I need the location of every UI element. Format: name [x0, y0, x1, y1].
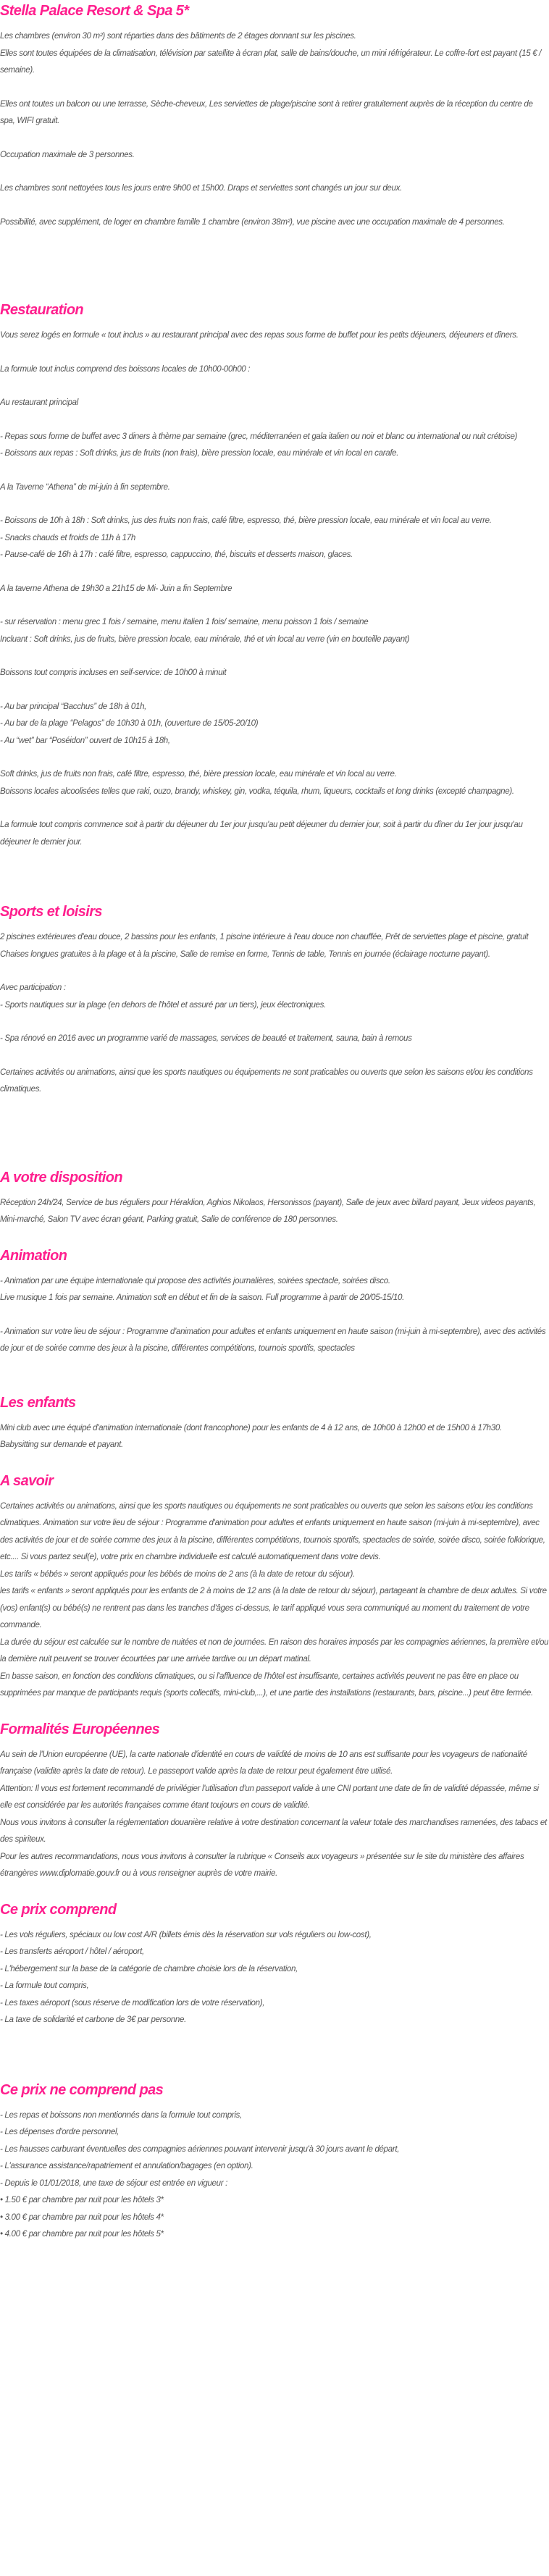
- section-title-formalites: Formalités Européennes: [0, 1721, 160, 1737]
- restauration-intro: Vous serez logés en formule « tout inclus » au restaurant principal avec des repas sous forme de buffet pour les petits déjeuners, déjeuners et dîners.: [0, 330, 519, 340]
- section-disposition: [0, 1167, 549, 1228]
- cleaning-paragraph: Les chambres sont nettoyées tous les jours entre 9h00 et 15h00. Draps et serviettes sont changés un jour sur deux.: [0, 183, 402, 193]
- restauration-drinks-hours: La formule tout inclus comprend des boissons locales de 10h00-00h00 :: [0, 364, 251, 374]
- restauration-taverne-athena: A la Taverne “Athena” de mi-juin à fin septembre.: [0, 482, 170, 492]
- enfants-miniclub: Mini club avec une équipé d'animation internationale (dont francophone) pour les enfants de 4 à 12 ans, de 10h00 à 12h00 et de 15h00 à 17h30. Babysitting sur demande et payant.: [0, 1422, 502, 1449]
- section-animation: [0, 1245, 549, 1357]
- section-title-disposition: A votre disposition: [0, 1169, 122, 1186]
- restauration-reservation-menus: - sur réservation : menu grec 1 fois / semaine, menu italien 1 fois/ semaine, menu poisson 1 fois / semaine Incluant : Soft drinks, jus de fruits, bière pression locale, eau minérale, thé et vin local au verre (vin en bouteille payant): [0, 617, 410, 644]
- section-title-sports: Sports et loisirs: [0, 904, 102, 920]
- restauration-formula-period: La formule tout compris commence soit à partir du déjeuner du 1er jour jusqu'au petit déjeuner du dernier jour, soit à partir du dîner du 1er jour jusqu'au déjeuner le dernier jour.: [0, 820, 523, 847]
- restauration-bars-list: - Au bar principal “Bacchus” de 18h à 01h, - Au bar de la plage “Pelagos” de 10h30 à 01h, (ouverture de 15/05-20/10) - Au “wet” bar “Poséidon” ouvert de 10h15 à 18h,: [0, 701, 259, 745]
- animation-team: - Animation par une équipe internationale qui propose des activités journalières, soirées spectacle, soirées disco. Live musique 1 fois par semaine. Animation soft en début et fin de la saison. Full programme à partir de 20/05-15/10.: [0, 1275, 404, 1302]
- formalites-details: Au sein de l'Union européenne (UE), la carte nationale d'identité en cours de validité de moins de 10 ans est suffisante pour les voyageurs de nationalité française (validite après la date de retour). Le passeport valide après la date de retour peut également être utilisé. Attention: Il vous est fortement recommandé de privilégier l'utilisation d'un passeport valide à une CNI portant une date de fin de validité dépassée, même si elle est considérée par les autorités françaises comme étant toujours en cours de validité. Nous vous invitons à consulter la réglementation douanière relative à votre destination concernant la valeur totale des marchandises ramenées, des tabacs et des spiriteux. Pour les autres recommandations, nous vous invitons à consulter la rubrique « Conseils aux voyageurs » présentée sur le site du ministère des affaires étrangères www.diplomatie.gouv.fr ou à vous renseigner auprès de votre mairie.: [0, 1749, 547, 1878]
- section-title-price-excludes: Ce prix ne comprend pas: [0, 2081, 164, 2098]
- section-restauration: [0, 299, 549, 850]
- disposition-services: Réception 24h/24, Service de bus réguliers pour Héraklion, Aghios Nikolaos, Hersonissos (payant), Salle de jeux avec billard payant, Jeux videos payants, Mini-marché, Salon TV avec écran géant, Parking gratuit, Salle de conférence de 180 personnes.: [0, 1197, 536, 1224]
- restauration-self-service: Boissons tout compris incluses en self-service: de 10h00 à minuit: [0, 668, 227, 677]
- sports-facilities: 2 piscines extérieures d'eau douce, 2 bassins pour les enfants, 1 piscine intérieure à l'eau douce non chauffée, Prêt de serviettes plage et piscine, gratuit Chaises longues gratuites à la plage et à la piscine, Salle de remise en forme, Tennis de table, Tennis en journée (éclairage nocturne payant).: [0, 932, 529, 959]
- section-title-animation: Animation: [0, 1247, 67, 1264]
- restauration-athena-list: - Boissons de 10h à 18h : Soft drinks, jus des fruits non frais, café filtre, espresso, thé, bière pression locale, eau minérale et vin local au verre. - Snacks chauds et froids de 11h à 17h - Pause-café de 16h à 17h : café filtre, espresso, cappuccino, thé, biscuits et desserts maison, glaces.: [0, 516, 492, 559]
- section-title-restauration: Restauration: [0, 302, 84, 318]
- family-room-paragraph: Possibilité, avec supplément, de loger en chambre famille 1 chambre (environ 38m²), vue piscine avec une occupation maximale de 4 personnes.: [0, 217, 505, 227]
- price-includes-list: - Les vols réguliers, spéciaux ou low cost A/R (billets émis dès la réservation sur vols réguliers ou low-cost), - Les transferts aéroport / hôtel / aéroport, - L'hébergement sur la base de la catégorie de chambre choisie lors de la réservation, - La formule tout compris, - Les taxes aéroport (sous réserve de modification lors de votre réservation), - La taxe de solidarité et carbone de 3€ par personne.: [0, 1929, 372, 2024]
- section-title-enfants: Les enfants: [0, 1394, 76, 1411]
- animation-program: - Animation sur votre lieu de séjour : Programme d'animation pour adultes et enfants uniquement en haute saison (mi-juin à mi-septembre), avec des activités de jour et de soirée comme des jeux à la piscine, différentes compétitions, tournois sportifs, spectacles: [0, 1326, 546, 1353]
- price-excludes-list: - Les repas et boissons non mentionnés dans la formule tout compris, - Les dépenses d'ordre personnel, - Les hausses carburant éventuelles des compagnies aériennes pouvant intervenir jusqu'à 30 jours avant le départ, - L'assurance assistance/rapatriement et annulation/bagages (en option). - Depuis le 01/01/2018, une taxe de séjour est entrée en vigueur : • 1.50 € par chambre par nuit pour les hôtels 3* • 3.00 € par chambre par nuit pour les hôtels 4* • 4.00 € par chambre par nuit pour les hôtels 5*: [0, 2110, 400, 2239]
- restauration-buffet-list: - Repas sous forme de buffet avec 3 diners à thème par semaine (grec, méditerranéen et gala italien ou noir et blanc ou international ou nuit crétoise) - Boissons aux repas : Soft drinks, jus de fruits (non frais), bière pression locale, eau minérale et vin local en carafe.: [0, 431, 518, 458]
- section-price-includes: [0, 1899, 549, 2029]
- section-sports: [0, 901, 549, 1098]
- section-title-price-includes: Ce prix comprend: [0, 1901, 117, 1918]
- page-title: Stella Palace Resort & Spa 5*: [0, 3, 189, 19]
- section-price-excludes: [0, 2079, 549, 2243]
- sports-disclaimer: Certaines activités ou animations, ainsi que les sports nautiques ou équipements ne sont praticables ou ouverts que selon les saisons et/ou les conditions climatiques.: [0, 1067, 533, 1094]
- savoir-details: Certaines activités ou animations, ainsi que les sports nautiques ou équipements ne sont praticables ou ouverts que selon les saisons et/ou les conditions climatiques. Animation sur votre lieu de séjour : Programme d'animation pour adultes et enfants uniquement en haute saison (mi-juin à mi-septembre), avec des activités de jour et de soirée comme des jeux à la piscine, différentes compétitions, tournois sportifs, spectacles de soirée, soirée disco, soirée folklorique, etc.... Si vous partez seul(e), votre prix en chambre individuelle est calculé automatiquement dans votre devis. Les tarifs « bébés » seront appliqués pour les bébés de moins de 2 ans (à la date de retour du séjour). les tarifs « enfants » seront appliqués pour les enfants de 2 à moins de 12 ans (à la date de retour du séjour), partageant la chambre de deux adultes. Si votre (vos) enfant(s) ou bébé(s) ne rentrent pas dans les tranches d'âges ci-dessus, le tarif appliqué vous sera communiqué au moment du traitement de votre commande. La durée du séjour est calculée sur le nombre de nuitées et non de journées. En raison des horaires imposés par les compagnies aériennes, la première et/ou la dernière nuit peuvent se trouver écourtées par une arrivée tardive ou un départ matinal. En basse saison, en fonction des conditions climatiques, ou si l'affluence de l'hôtel est insuffisante, certaines activités peuvent ne pas être en place ou supprimées par manque de participants requis (sports collectifs, mini-club,...), et une partie des installations (restaurants, bars, piscine...) peut être fermée.: [0, 1501, 549, 1698]
- occupancy-paragraph: Occupation maximale de 3 personnes.: [0, 149, 135, 159]
- restauration-athena-evening: A la taverne Athena de 19h30 a 21h15 de Mi- Juin a fin Septembre: [0, 583, 232, 593]
- section-savoir: [0, 1470, 549, 1702]
- restauration-drinks-list: Soft drinks, jus de fruits non frais, café filtre, espresso, thé, bière pression locale, eau minérale et vin local au verre. Boissons locales alcoolisées telles que raki, ouzo, brandy, whiskey, gin, vodka, téquila, rhum, liqueurs, cocktails et long drinks (excepté champagne).: [0, 769, 514, 796]
- sports-spa: - Spa rénové en 2016 avec un programme varié de massages, services de beauté et traitement, sauna, bain à remous: [0, 1033, 412, 1043]
- restauration-main-restaurant: Au restaurant principal: [0, 398, 78, 407]
- rooms-amenities-paragraph: Elles ont toutes un balcon ou une terrasse, Sèche-cheveux, Les serviettes de plage/piscine sont à retirer gratuitement auprès de la réception du centre de spa, WIFI gratuit.: [0, 98, 533, 125]
- section-hotel-rooms: [0, 0, 549, 230]
- section-formalites: [0, 1719, 549, 1882]
- section-enfants: [0, 1392, 549, 1453]
- rooms-paragraph: Les chambres (environ 30 m²) sont réparties dans des bâtiments de 2 étages donnant sur les piscines. Elles sont toutes équipées de la climatisation, télévision par satellite à écran plat, salle de bains/douche, un mini réfrigérateur. Le coffre-fort est payant (15 € / semaine).: [0, 31, 542, 75]
- sports-paid: Avec participation : - Sports nautiques sur la plage (en dehors de l'hôtel et assuré par un tiers), jeux électroniques.: [0, 983, 326, 1010]
- section-title-savoir: A savoir: [0, 1472, 54, 1489]
